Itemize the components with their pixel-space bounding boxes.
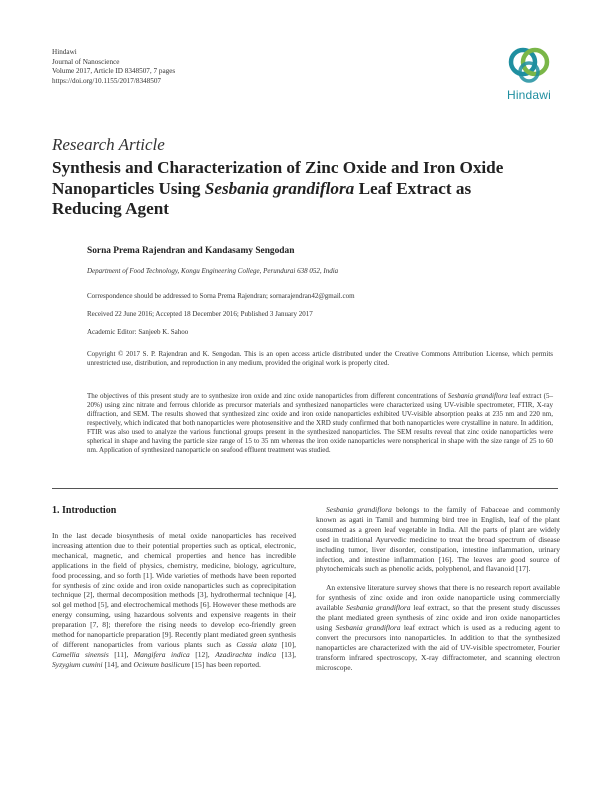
- hindawi-logo-icon: [500, 42, 558, 88]
- doi-link[interactable]: https://doi.org/10.1155/2017/8348507: [52, 76, 162, 85]
- species-name: Syzygium cumini: [52, 659, 103, 669]
- academic-editor: Academic Editor: Sanjeeb K. Sahoo: [87, 328, 189, 336]
- title-part: Leaf Extract as Reducing Agent: [52, 178, 472, 218]
- abstract-species: Sesbania grandiflora: [447, 392, 508, 400]
- hindawi-logo: [500, 42, 558, 106]
- correspondence: Correspondence should be addressed to Sorna Prema Rajendran; sornarajendran42@gmail.com: [87, 292, 355, 300]
- species-name: Ocimum basilicum: [133, 659, 190, 669]
- species-name: Sesbania grandiflora: [326, 505, 392, 514]
- publisher-name: Hindawi: [52, 48, 77, 56]
- article-title: [52, 158, 512, 220]
- citation: [14], and: [102, 659, 134, 669]
- species-name: Mangifera indica: [133, 649, 190, 659]
- section-divider: [52, 488, 558, 489]
- article-type: Research Article: [52, 135, 165, 154]
- volume-line: Volume 2017, Article ID 8348507, 7 pages: [52, 67, 176, 76]
- intro-text: In the last decade biosynthesis of metal oxide nanoparticles has received increasing attention due to their potential properties such as optical, electronic, mechanical, magnetic, and chemical properties and hence has incredible applications in the field of physics, chemistry, medicine, biology, agriculture, food processing, and so forth [1]. Wide varieties of methods have been reported for synthesis of zinc oxide and iron oxide nanoparticles such as coprecipitation technique [2], thermal decomposition methods [3], hydrothermal technique [4], sol gel method [5], and electrochemical methods [6]. However these methods are energy consuming, using hazardous solvents and expensive reagents in their preparation [7, 8]; therefore the rising needs to develop eco-friendly green method for nanoparticle preparation [9]. Recently plant mediated green synthesis of different nanoparticles from various plants such as: [52, 531, 296, 649]
- citation: [12],: [189, 649, 216, 659]
- citation: [13],: [276, 649, 296, 659]
- intro-text: An extensive literature survey shows that there is no research report available for synthesis of zinc oxide and iron oxide nanoparticle using commercially available: [316, 583, 560, 613]
- intro-text: leaf extract, so that the present study discusses the plant mediated green synthesis of zinc oxide and iron oxide nanoparticles using: [316, 603, 561, 632]
- intro-paragraph: [52, 531, 296, 670]
- intro-text: belongs to the family of Fabaceae and commonly known as agati in Tamil and humming bird tree in English, leaf of the plant consumed as a green leaf vegetable in India. All the parts of plant are widely used in traditional Ayurvedic medicine to treat the broad spectrum of disease including tumor, liver disorder, constipation, intestine inflammation, urinary infection, and intestine inflammation [16]. The leaves are good source of phytochemicals such as phenolic acids, polyphenol, and flavanoid [17].: [316, 505, 560, 574]
- title-species: Sesbania grandiflora: [204, 178, 355, 198]
- authors: Sorna Prema Rajendran and Kandasamy Sengodan: [87, 246, 295, 256]
- intro-paragraph: [316, 505, 560, 574]
- intro-right-column: [316, 505, 560, 673]
- intro-left-column: [52, 531, 296, 670]
- species-name: Azadirachta indica: [215, 649, 277, 659]
- species-name: Cassia alata: [236, 639, 277, 649]
- hindawi-logo-text: Hindawi: [506, 88, 552, 102]
- intro-text: leaf extract which is used as a reducing agent to convert the precursors into nanoparticles. In addition to that the synthesized nanoparticles are characterized with the aid of UV-visible spectrometer, Fourier transform infrared spectroscopy, X-ray diffractometer, and scanning electron microscope.: [316, 622, 561, 672]
- publication-dates: Received 22 June 2016; Accepted 18 December 2016; Published 3 January 2017: [87, 310, 313, 318]
- journal-header: [52, 48, 175, 86]
- section-heading: 1. Introduction: [52, 505, 117, 516]
- abstract: [87, 392, 553, 455]
- species-name: Sesbania grandiflora: [335, 622, 401, 632]
- abstract-text: The objectives of this present study are to synthesize iron oxide and zinc oxide nanoparticles from different concentrations of: [87, 392, 446, 400]
- citation: [10],: [276, 639, 297, 649]
- intro-paragraph: [316, 583, 560, 672]
- species-name: Sesbania grandiflora: [345, 603, 411, 613]
- species-name: Camellia sinensis: [52, 649, 109, 659]
- affiliation: Department of Food Technology, Kongu Engineering College, Perundurai 638 052, India: [87, 267, 339, 275]
- abstract-text: leaf extract (5–20%) using zinc nitrate and ferrous chloride as precursor materials and synthesized nanoparticles were characterized using UV-visible spectrometer, FTIR, X-ray diffraction, and SEM. The results showed that synthesized zinc oxide and iron oxide nanoparticles exhibited UV-visible absorption peaks at 235 nm and 220 nm, respectively, which indicated that both nanoparticles were photosensitive and the XRD study confirmed that both nanoparticles were crystalline in nature. In addition, FTIR was also used to analyze the various functional groups present in the synthesized nanoparticles. The SEM results reveal that zinc oxide nanoparticles were spherical in shape and having the particle size range of 15 to 35 nm whereas the iron oxide nanoparticles were nonspherical in shape with the size range of 25 to 60 nm. Application of synthesized nanoparticle on seafood effluent treatment was studied.: [87, 392, 554, 455]
- journal-name: Journal of Nanoscience: [52, 57, 120, 66]
- copyright-notice: Copyright © 2017 S. P. Rajendran and K. Sengodan. This is an open access article distributed under the Creative Commons Attribution License, which permits unrestricted use, distribution, and reproduction in any medium, provided the original work is properly cited.: [87, 350, 553, 367]
- title-part: Synthesis and Characterization of Zinc Oxide and Iron Oxide Nanoparticles Using: [52, 158, 504, 198]
- citation: [15] has been reported.: [189, 659, 261, 669]
- citation: [11],: [108, 649, 134, 659]
